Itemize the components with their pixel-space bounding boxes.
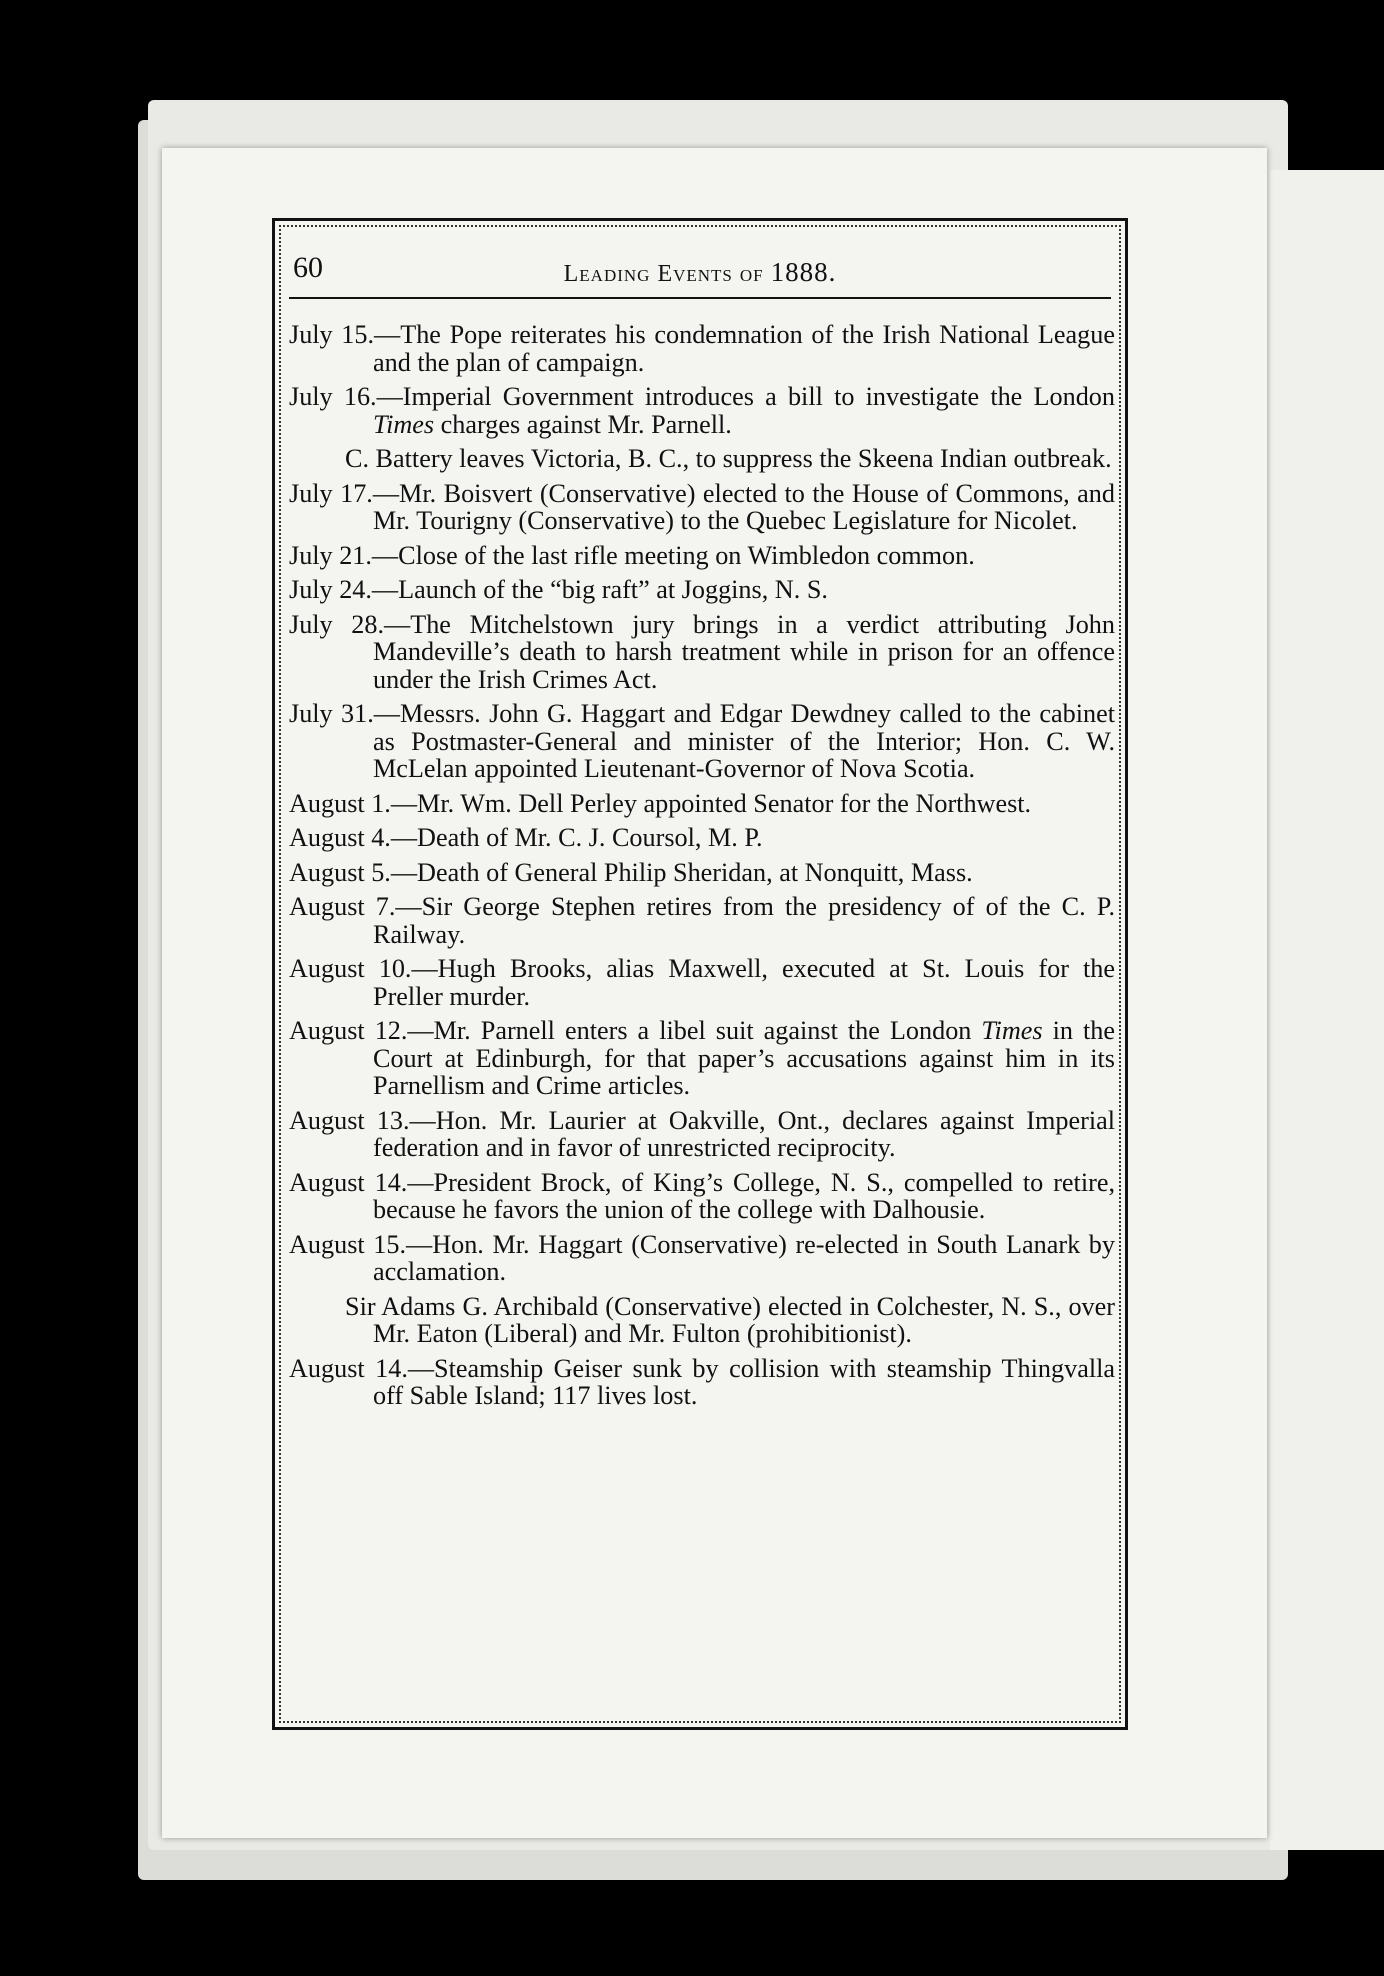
event-text: charges against Mr. Parnell. bbox=[434, 409, 732, 439]
event-text: August 10.—Hugh Brooks, alias Maxwell, executed at St. Louis for the Preller murder. bbox=[289, 954, 1115, 1011]
event-text: August 4.—Death of Mr. C. J. Coursol, M. P. bbox=[289, 823, 763, 852]
event-list bbox=[289, 321, 1115, 1417]
event-entry bbox=[289, 542, 1115, 570]
event-entry bbox=[289, 445, 1115, 473]
event-entry bbox=[289, 824, 1115, 852]
event-text: C. Battery leaves Victoria, B. C., to suppress the Skeena Indian outbreak. bbox=[345, 444, 1112, 473]
running-title-text: Leading Events of bbox=[563, 261, 764, 287]
event-entry bbox=[289, 480, 1115, 535]
event-entry bbox=[289, 700, 1115, 783]
event-entry bbox=[289, 1169, 1115, 1224]
event-text: July 17.—Mr. Boisvert (Conservative) elected to the House of Commons, and Mr. Tourigny (Conservative) to the Quebec Legislature for Nicolet. bbox=[289, 478, 1115, 535]
event-text: July 21.—Close of the last rifle meeting on Wimbledon common. bbox=[289, 540, 975, 570]
event-entry bbox=[289, 1231, 1115, 1286]
event-entry bbox=[289, 383, 1115, 438]
running-title bbox=[289, 257, 1111, 288]
event-entry bbox=[289, 611, 1115, 694]
event-entry bbox=[289, 1017, 1115, 1100]
event-entry bbox=[289, 859, 1115, 887]
event-text: August 13.—Hon. Mr. Laurier at Oakville, Ont., declares against Imperial federation and in favor of unrestricted reciprocity. bbox=[289, 1105, 1115, 1162]
event-text: Sir Adams G. Archibald (Conservative) elected in Colchester, N. S., over Mr. Eaton (Liberal) and Mr. Fulton (prohibitionist). bbox=[345, 1291, 1115, 1348]
event-text: August 7.—Sir George Stephen retires from the presidency of of the C. P. Railway. bbox=[289, 892, 1115, 949]
page-header bbox=[289, 241, 1111, 299]
event-entry bbox=[289, 893, 1115, 948]
event-text: July 16.—Imperial Government introduces a bill to investigate the London bbox=[289, 382, 1115, 411]
event-entry bbox=[289, 576, 1115, 604]
event-entry bbox=[289, 1293, 1115, 1348]
event-entry bbox=[289, 321, 1115, 376]
event-text: July 28.—The Mitchelstown jury brings in a verdict attributing John Mandeville’s death to harsh treatment while in prison for an offence under the Irish Crimes Act. bbox=[289, 609, 1115, 694]
event-entry bbox=[289, 1355, 1115, 1410]
event-text: August 14.—Steamship Geiser sunk by collision with steamship Thingvalla off Sable Island; 117 lives lost. bbox=[289, 1353, 1115, 1410]
event-text: August 15.—Hon. Mr. Haggart (Conservative) re-elected in South Lanark by acclamation. bbox=[289, 1229, 1115, 1286]
event-text-italic: Times bbox=[373, 409, 435, 439]
event-text: July 15.—The Pope reiterates his condemnation of the Irish National League and the plan of campaign. bbox=[289, 320, 1115, 377]
event-text: in the Court at Edinburgh, for that paper’s accusations against him in its Parnellism and Crime articles. bbox=[373, 1016, 1115, 1100]
book-page bbox=[162, 148, 1267, 1838]
event-entry bbox=[289, 790, 1115, 818]
event-entry bbox=[289, 1107, 1115, 1162]
decorative-border-frame bbox=[272, 218, 1128, 1730]
event-text: August 1.—Mr. Wm. Dell Perley appointed Senator for the Northwest. bbox=[289, 788, 1032, 818]
event-text: July 31.—Messrs. John G. Haggart and Edgar Dewdney called to the cabinet as Postmaster-General and minister of the Interior; Hon. C. W. McLelan appointed Lieutenant-Governor of Nova Scotia. bbox=[289, 699, 1115, 783]
facing-page-edge bbox=[1270, 170, 1384, 1850]
event-text: August 14.—President Brock, of King’s College, N. S., compelled to retire, because he favors the union of the college with Dalhousie. bbox=[289, 1167, 1115, 1224]
page-number: 60 bbox=[293, 251, 323, 284]
event-entry bbox=[289, 955, 1115, 1010]
event-text-italic: Times bbox=[981, 1016, 1043, 1045]
event-text: August 12.—Mr. Parnell enters a libel suit against the London bbox=[289, 1016, 982, 1045]
event-text: July 24.—Launch of the “big raft” at Joggins, N. S. bbox=[289, 575, 828, 604]
event-text: August 5.—Death of General Philip Sheridan, at Nonquitt, Mass. bbox=[289, 857, 973, 887]
running-title-year: 1888. bbox=[770, 257, 837, 287]
